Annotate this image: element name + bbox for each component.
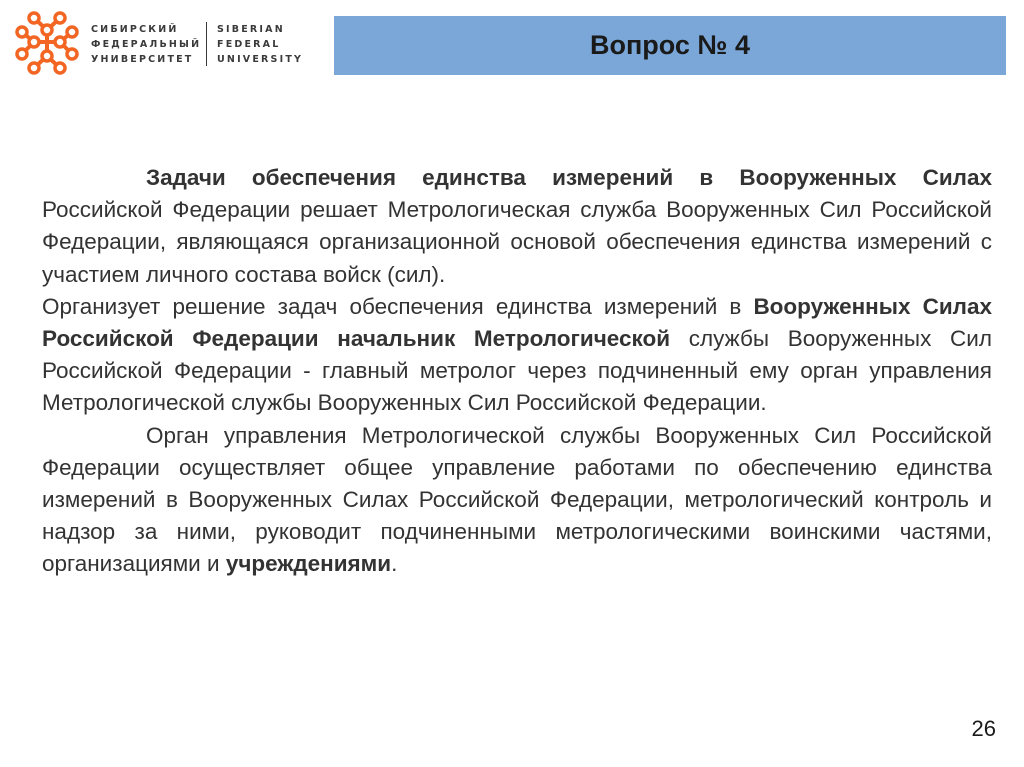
p2-text-start: Организует решение задач обеспечения единства измерений в [42,293,754,319]
university-logo [14,10,314,78]
paragraph-1 [42,162,992,291]
logo-en-line: FEDERAL [217,39,281,50]
logo-en-line: SIBERIAN [217,24,285,35]
p2-bold: Вооруженных Силах Российской Федерации начальник Метрологической [42,293,992,352]
p3-text: Орган управления Метрологической службы Вооруженных Сил Российской Федерации осуществляет общее управление работами по обеспечению единства измерений в Вооруженных Силах Российской Федерации, метрологический контроль и надзор за ними, руководит подчиненными метрологическими воинскими частями, организациями и [42,422,992,577]
slide-body [42,162,992,581]
p3-period: . [391,551,398,577]
page-number: 26 [971,716,996,741]
p1-bold-start: Задачи обеспечения единства измерений в Вооруженных Силах [146,165,992,190]
title-bar [334,16,1006,75]
logo-ru-line: СИБИРСКИЙ [91,24,179,35]
logo-divider [206,22,207,66]
p1-text: Российской Федерации решает Метрологическая служба Вооруженных Сил Российской Федерации, являющаяся организационной основой обеспечения единства измерений с участием личного состава войск (сил). [42,197,992,287]
paragraph-3 [42,420,992,581]
paragraph-2 [42,291,992,420]
logo-ru-line: ФЕДЕРАЛЬНЫЙ [91,39,202,50]
slide-title: Вопрос № 4 [589,30,751,60]
logo-en-line: UNIVERSITY [217,54,304,65]
logo-ru-line: УНИВЕРСИТЕТ [91,54,194,65]
p2-text-end: службы Вооруженных Сил Российской Федерации - главный метролог через подчиненный ему орган управления Метрологической службы Вооруженных Сил Российской Федерации. [42,326,992,416]
logo-text-en [217,22,303,67]
logo-text-ru [91,22,201,67]
molecule-logo-icon [14,10,80,78]
p3-bold-end: учреждениями [225,551,392,577]
